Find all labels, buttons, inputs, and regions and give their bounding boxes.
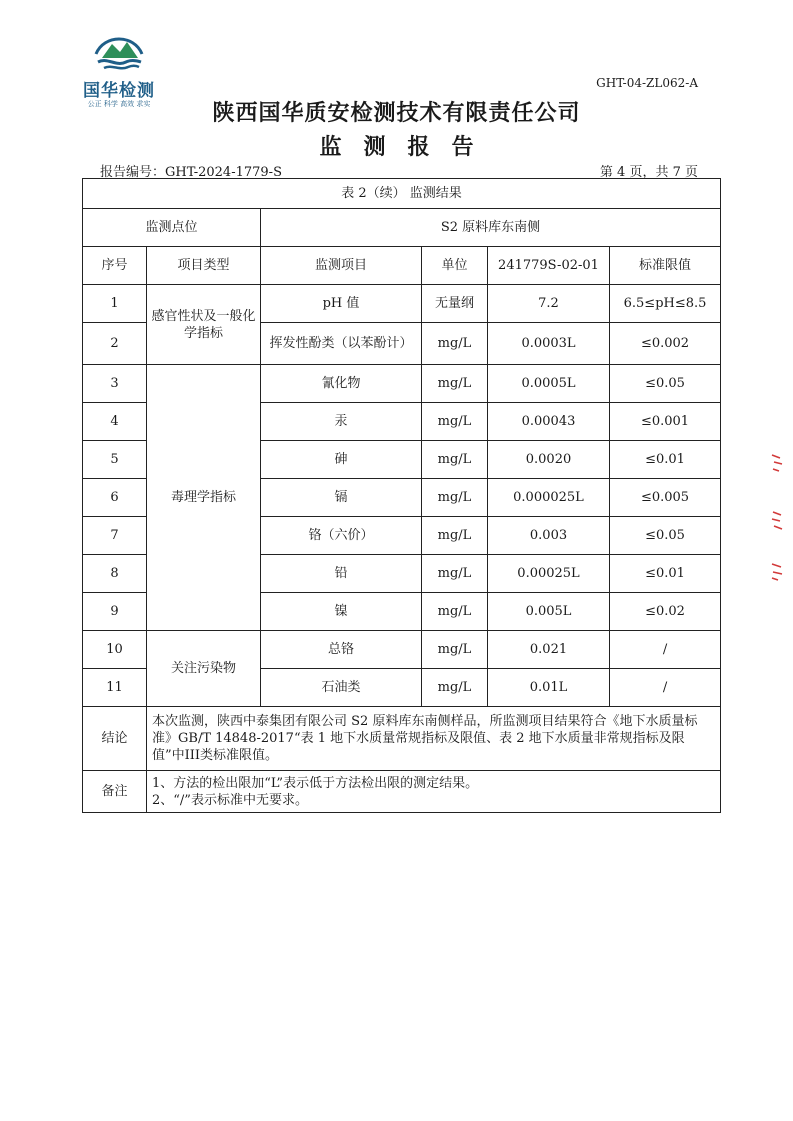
row-item: 汞	[261, 403, 422, 441]
row-no: 5	[83, 441, 147, 479]
col-header-no: 序号	[83, 247, 147, 285]
row-unit: mg/L	[422, 441, 488, 479]
monitoring-point-row	[83, 209, 721, 247]
notes-cell	[147, 771, 721, 813]
table-row	[83, 285, 721, 323]
table-row	[83, 631, 721, 669]
logo-name: 国华检测	[83, 81, 155, 101]
row-unit: 无量纲	[422, 285, 488, 323]
table-row	[83, 365, 721, 403]
row-limit: ≤0.05	[610, 365, 721, 403]
results-table	[82, 178, 721, 813]
row-limit: ≤0.002	[610, 323, 721, 365]
row-item: 石油类	[261, 669, 422, 707]
row-limit: /	[610, 631, 721, 669]
row-item: 铅	[261, 555, 422, 593]
col-header-sample: 241779S-02-01	[488, 247, 610, 285]
row-item: 镉	[261, 479, 422, 517]
company-name: 陕西国华质安检测技术有限责任公司	[212, 101, 581, 126]
group-label: 毒理学指标	[147, 365, 261, 631]
report-number: 报告编号：GHT-2024-1779-S	[100, 165, 282, 180]
row-item: 挥发性酚类（以苯酚计）	[261, 323, 422, 365]
row-unit: mg/L	[422, 403, 488, 441]
row-limit: ≤0.02	[610, 593, 721, 631]
seal-mark-icon	[770, 510, 784, 532]
row-unit: mg/L	[422, 479, 488, 517]
group-label: 关注污染物	[147, 631, 261, 707]
conclusion-label: 结论	[83, 707, 147, 771]
mountain-water-logo-icon	[94, 28, 144, 74]
row-result: 0.0003L	[488, 323, 610, 365]
row-limit: ≤0.01	[610, 555, 721, 593]
col-header-type: 项目类型	[147, 247, 261, 285]
row-limit: ≤0.01	[610, 441, 721, 479]
row-result: 0.00043	[488, 403, 610, 441]
row-item: 镍	[261, 593, 422, 631]
table-title-row	[83, 179, 721, 209]
row-unit: mg/L	[422, 631, 488, 669]
row-limit: ≤0.001	[610, 403, 721, 441]
row-item: pH 值	[261, 285, 422, 323]
conclusion-row	[83, 707, 721, 771]
row-no: 11	[83, 669, 147, 707]
row-limit: /	[610, 669, 721, 707]
row-unit: mg/L	[422, 593, 488, 631]
row-limit: 6.5≤pH≤8.5	[610, 285, 721, 323]
conclusion-text: 本次监测，陕西中泰集团有限公司 S2 原料库东南侧样品，所监测项目结果符合《地下水质量标准》GB/T 14848-2017“表 1 地下水质量常规指标及限值、表 2 地下水质量非常规指标及限值”中III类标准限值。	[147, 707, 721, 771]
row-result: 0.00025L	[488, 555, 610, 593]
seal-mark-icon	[770, 560, 784, 582]
row-no: 4	[83, 403, 147, 441]
row-item: 氰化物	[261, 365, 422, 403]
row-result: 0.01L	[488, 669, 610, 707]
report-title: 监测报告	[319, 135, 496, 160]
monitoring-point-value: S2 原料库东南侧	[261, 209, 721, 247]
col-header-unit: 单位	[422, 247, 488, 285]
row-unit: mg/L	[422, 669, 488, 707]
row-result: 0.0005L	[488, 365, 610, 403]
row-result: 0.0020	[488, 441, 610, 479]
row-unit: mg/L	[422, 555, 488, 593]
header-row	[83, 247, 721, 285]
note-line: 1、方法的检出限加“L”表示低于方法检出限的测定结果。	[152, 775, 479, 791]
row-limit: ≤0.05	[610, 517, 721, 555]
row-result: 0.021	[488, 631, 610, 669]
row-no: 7	[83, 517, 147, 555]
seal-mark-icon	[770, 452, 784, 474]
row-result: 0.003	[488, 517, 610, 555]
row-no: 3	[83, 365, 147, 403]
col-header-item: 监测项目	[261, 247, 422, 285]
seal-mark	[770, 560, 784, 582]
row-result: 0.005L	[488, 593, 610, 631]
logo-slogan: 公正 科学 高效 求实	[87, 100, 151, 108]
notes-row	[83, 771, 721, 813]
col-header-limit: 标准限值	[610, 247, 721, 285]
group-label: 感官性状及一般化学指标	[147, 285, 261, 365]
row-unit: mg/L	[422, 517, 488, 555]
row-no: 1	[83, 285, 147, 323]
notes-label: 备注	[83, 771, 147, 813]
row-result: 0.000025L	[488, 479, 610, 517]
monitoring-point-label: 监测点位	[83, 209, 261, 247]
row-no: 8	[83, 555, 147, 593]
row-item: 总铬	[261, 631, 422, 669]
note-line: 2、“/”表示标准中无要求。	[152, 792, 308, 808]
row-limit: ≤0.005	[610, 479, 721, 517]
table-title: 表 2（续） 监测结果	[83, 179, 721, 209]
row-no: 9	[83, 593, 147, 631]
row-no: 6	[83, 479, 147, 517]
row-unit: mg/L	[422, 365, 488, 403]
seal-mark	[770, 452, 784, 474]
row-no: 10	[83, 631, 147, 669]
doc-number: GHT-04-ZL062-A	[596, 76, 698, 90]
row-no: 2	[83, 323, 147, 365]
row-result: 7.2	[488, 285, 610, 323]
page-info: 第 4 页，共 7 页	[599, 165, 698, 180]
seal-mark	[770, 510, 784, 532]
row-unit: mg/L	[422, 323, 488, 365]
row-item: 砷	[261, 441, 422, 479]
row-item: 铬（六价）	[261, 517, 422, 555]
